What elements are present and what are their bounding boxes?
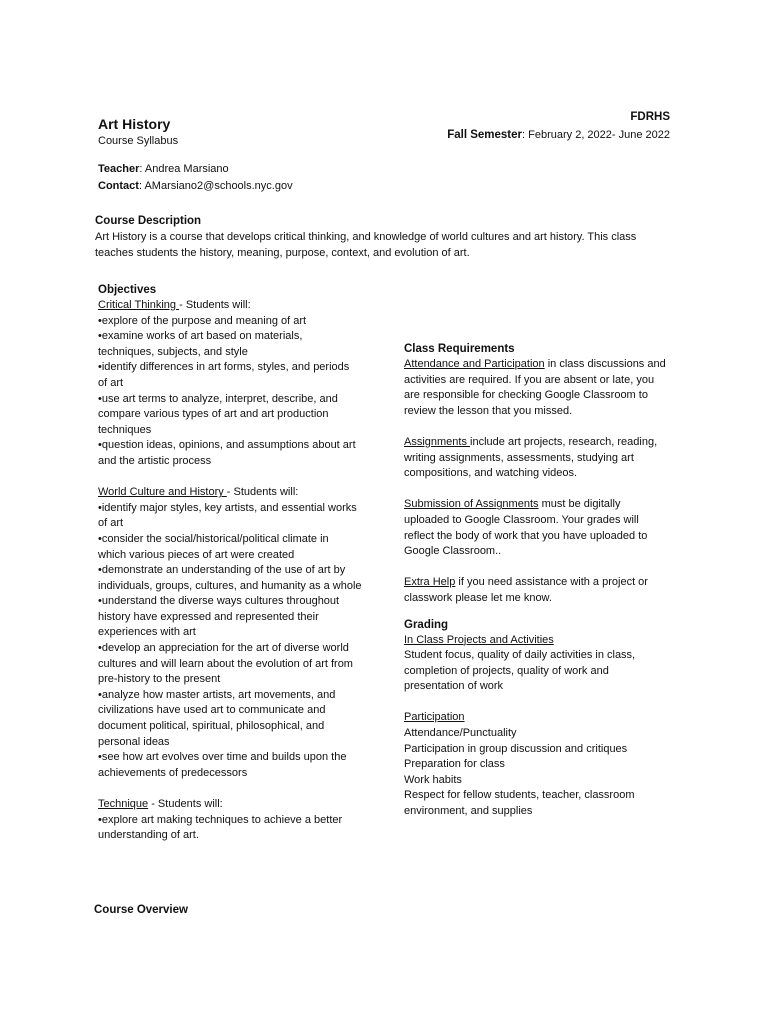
semester-label: Fall Semester bbox=[447, 129, 523, 141]
objective-line: •analyze how master artists, art movements, and bbox=[98, 688, 336, 701]
grading-line: Respect for fellow students, teacher, classroom bbox=[404, 789, 635, 802]
objective-line: •use art terms to analyze, interpret, describe, and bbox=[98, 392, 338, 405]
teacher-value: : Andrea Marsiano bbox=[139, 163, 229, 175]
requirement-line: activities are required. If you are absent or late, you bbox=[404, 373, 655, 386]
objective-line: experiences with art bbox=[98, 626, 196, 639]
objective-line: techniques, subjects, and style bbox=[98, 345, 248, 358]
objective-line: •consider the social/historical/political climate in bbox=[98, 532, 329, 545]
objective-line: pre-history to the present bbox=[98, 673, 221, 686]
submission-block bbox=[404, 497, 694, 559]
objective-line: techniques bbox=[98, 423, 152, 436]
contact-line bbox=[98, 179, 293, 195]
grading-line: environment, and supplies bbox=[404, 805, 533, 818]
technique-label: Technique bbox=[98, 798, 149, 810]
objective-line: •explore of the purpose and meaning of art bbox=[98, 314, 307, 327]
critical-thinking-block bbox=[98, 298, 388, 470]
grading-line: Student focus, quality of daily activities in class, bbox=[404, 649, 636, 662]
attendance-label: Attendance and Participation bbox=[404, 358, 545, 370]
description-line: Art History is a course that develops critical thinking, and knowledge of world cultures and art history. This class bbox=[95, 231, 637, 243]
requirement-line: writing assignments, assessments, studying art bbox=[404, 451, 634, 464]
requirement-line: compositions, and watching videos. bbox=[404, 467, 578, 480]
objective-line: •identify differences in art forms, styles, and periods bbox=[98, 361, 350, 374]
requirement-line: Google Classroom.. bbox=[404, 545, 502, 558]
objective-line: personal ideas bbox=[98, 735, 170, 748]
objective-line: and the artistic process bbox=[98, 454, 212, 467]
grading-heading: Grading bbox=[404, 618, 449, 631]
requirement-line: review the lesson that you missed. bbox=[404, 404, 573, 417]
objective-line: civilizations have used art to communicate and bbox=[98, 704, 326, 717]
teacher-label: Teacher bbox=[98, 163, 140, 175]
overview-heading: Course Overview bbox=[94, 904, 188, 916]
objective-line: compare various types of art and art production bbox=[98, 408, 329, 421]
requirement-line: if you need assistance with a project or bbox=[455, 576, 648, 589]
course-title: Art History bbox=[98, 116, 171, 132]
semester-value: : February 2, 2022- June 2022 bbox=[522, 129, 670, 141]
extra-help-label: Extra Help bbox=[404, 576, 456, 589]
objective-line: •understand the diverse ways cultures throughout bbox=[98, 595, 340, 608]
objective-line: individuals, groups, cultures, and humanity as a whole bbox=[98, 579, 362, 592]
requirement-line: must be digitally bbox=[538, 498, 621, 511]
semester-line bbox=[400, 128, 670, 144]
critical-thinking-suffix: - Students will: bbox=[179, 299, 251, 311]
requirements-heading: Class Requirements bbox=[404, 343, 515, 355]
requirement-line: in class discussions and bbox=[544, 358, 666, 370]
attendance-block bbox=[404, 357, 694, 419]
assignments-block bbox=[404, 435, 694, 482]
submission-label: Submission of Assignments bbox=[404, 498, 539, 511]
objectives-heading: Objectives bbox=[98, 284, 157, 296]
objective-line: •develop an appreciation for the art of diverse world bbox=[98, 642, 349, 655]
description-line: teaches students the history, meaning, purpose, context, and evolution of art. bbox=[95, 246, 470, 259]
objective-line: of art bbox=[98, 376, 124, 389]
objective-line: •identify major styles, key artists, and essential works bbox=[98, 501, 357, 514]
critical-thinking-label: Critical Thinking bbox=[98, 299, 180, 311]
requirement-line: reflect the body of work that you have uploaded to bbox=[404, 529, 648, 542]
technique-block bbox=[98, 797, 388, 844]
requirement-line: are responsible for checking Google Classroom to bbox=[404, 389, 648, 402]
objective-line: •demonstrate an understanding of the use of art by bbox=[98, 564, 346, 577]
requirements-column bbox=[404, 341, 694, 820]
world-culture-block bbox=[98, 485, 388, 781]
participation-block bbox=[404, 710, 694, 819]
contact-label: Contact bbox=[98, 180, 139, 192]
objective-line: achievements of predecessors bbox=[98, 766, 248, 779]
course-subtitle: Course Syllabus bbox=[98, 135, 179, 147]
requirement-line: classwork please let me know. bbox=[404, 591, 552, 604]
school-name: FDRHS bbox=[630, 111, 670, 123]
objective-line: •see how art evolves over time and builds upon the bbox=[98, 751, 347, 764]
objective-line: document political, spiritual, philosophical, and bbox=[98, 720, 325, 733]
teacher-line bbox=[98, 162, 229, 178]
objective-line: of art bbox=[98, 517, 124, 530]
objective-line: •question ideas, opinions, and assumptions about art bbox=[98, 439, 356, 452]
grading-line: Preparation for class bbox=[404, 758, 505, 771]
objective-line: cultures and will learn about the evolution of art from bbox=[98, 657, 353, 670]
grading-line: completion of projects, quality of work and bbox=[404, 664, 609, 677]
objective-line: •examine works of art based on materials, bbox=[98, 330, 303, 343]
grading-line: Work habits bbox=[404, 773, 462, 786]
contact-value: : AMarsiano2@schools.nyc.gov bbox=[138, 180, 293, 192]
grading-line: presentation of work bbox=[404, 680, 504, 693]
world-culture-label: World Culture and History bbox=[98, 486, 227, 499]
world-culture-suffix: - Students will: bbox=[226, 486, 299, 499]
requirement-line: uploaded to Google Classroom. Your grades will bbox=[404, 513, 639, 526]
technique-suffix: - Students will: bbox=[148, 798, 223, 810]
objective-line: which various pieces of art were created bbox=[98, 548, 295, 561]
assignments-label: Assignments bbox=[404, 435, 471, 448]
extra-help-block bbox=[404, 575, 694, 606]
description-text bbox=[95, 230, 636, 261]
objective-line: understanding of art. bbox=[98, 829, 199, 842]
grading-line: Attendance/Punctuality bbox=[404, 727, 517, 740]
projects-block bbox=[404, 633, 694, 695]
description-heading: Course Description bbox=[95, 215, 202, 227]
objectives-column bbox=[98, 282, 388, 844]
projects-label: In Class Projects and Activities bbox=[404, 633, 554, 646]
requirement-line: include art projects, research, reading, bbox=[470, 435, 658, 448]
objective-line: history have expressed and represented their bbox=[98, 610, 319, 623]
grading-line: Participation in group discussion and critiques bbox=[404, 742, 628, 755]
objective-line: •explore art making techniques to achieve a better bbox=[98, 813, 343, 826]
participation-label: Participation bbox=[404, 711, 465, 724]
